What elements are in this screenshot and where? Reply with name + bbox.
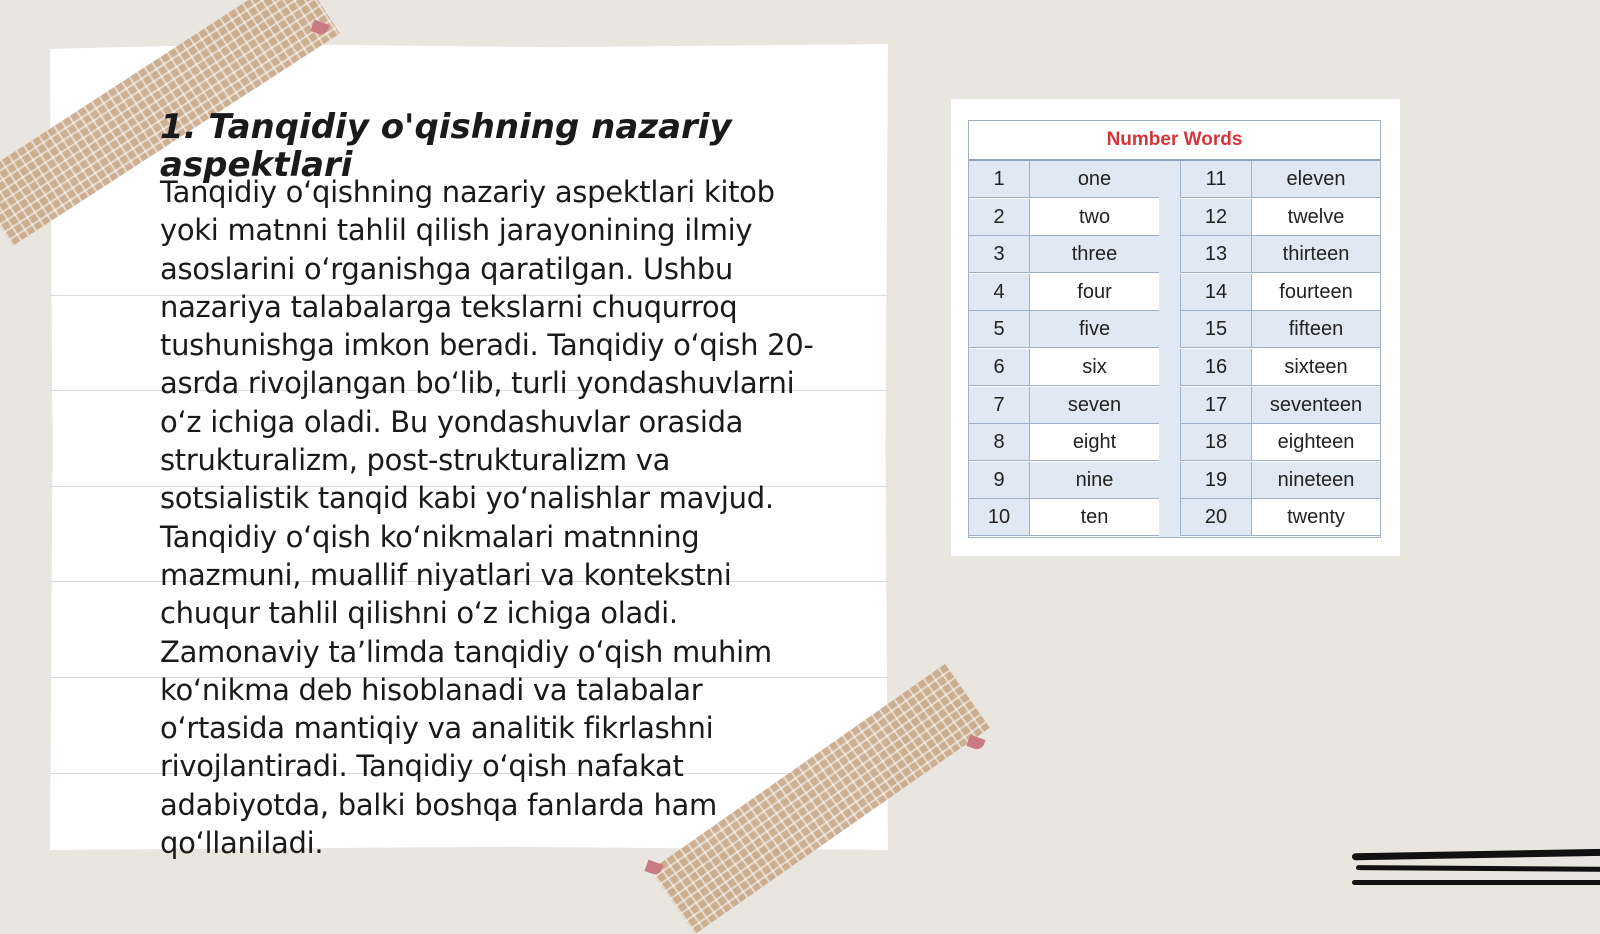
tape-tip: [966, 735, 985, 752]
number-cell: 4: [969, 274, 1030, 311]
number-cell: 7: [969, 387, 1030, 424]
number-cell: 18: [1180, 424, 1252, 461]
table-row: [969, 199, 1380, 237]
number-cell: 20: [1180, 499, 1252, 536]
number-cell: 6: [969, 349, 1030, 386]
number-cell: 13: [1180, 236, 1252, 273]
word-cell: sixteen: [1252, 349, 1380, 386]
word-cell: seventeen: [1252, 387, 1380, 424]
number-cell: 2: [969, 199, 1030, 236]
table-title: Number Words: [969, 121, 1380, 161]
table-row: [969, 236, 1380, 274]
table-body: [969, 161, 1380, 537]
word-cell: nine: [1030, 462, 1159, 499]
word-cell: four: [1030, 274, 1159, 311]
number-cell: 8: [969, 424, 1030, 461]
word-cell: seven: [1030, 387, 1159, 424]
table-row: [969, 311, 1380, 349]
word-cell: eight: [1030, 424, 1159, 461]
number-cell: 14: [1180, 274, 1252, 311]
brush-stroke: [1356, 865, 1600, 872]
number-cell: 1: [969, 161, 1030, 198]
number-cell: 11: [1180, 161, 1252, 198]
slide-text-block: [160, 108, 820, 862]
number-cell: 12: [1180, 199, 1252, 236]
number-cell: 9: [969, 462, 1030, 499]
word-cell: one: [1030, 161, 1159, 198]
word-cell: fourteen: [1252, 274, 1380, 311]
word-cell: twelve: [1252, 199, 1380, 236]
table-row: [969, 349, 1380, 387]
word-cell: eleven: [1252, 161, 1380, 198]
word-cell: ten: [1030, 499, 1159, 536]
brush-stroke: [1352, 880, 1600, 885]
slide-title: 1. Tanqidiy o'qishning nazariy aspektlari: [160, 107, 732, 185]
number-words-table: [968, 120, 1381, 538]
word-cell: twenty: [1252, 499, 1380, 536]
number-cell: 3: [969, 236, 1030, 273]
word-cell: nineteen: [1252, 462, 1380, 499]
word-cell: five: [1030, 311, 1159, 348]
slide-body: Tanqidiy oʻqishning nazariy aspektlari kitob yoki matnni tahlil qilish jarayonining ilmiy asoslarini oʻrganishga qaratilgan. Ushbu nazariya talabalarga tekslarni chuqurroq tushunishga imkon beradi. Tanqidiy oʻqish 20-asrda rivojlangan boʻlib, turli yondashuvlarni oʻz ichiga oladi. Bu yondashuvlar orasida strukturalizm, post-strukturalizm va sotsialistik tanqid kabi yoʻnalishlar mavjud. Tanqidiy oʻqish koʻnikmalari matnning mazmuni, muallif niyatlari va kontekstni chuqur tahlil qilishni oʻz ichiga oladi. Zamonaviy taʼlimda tanqidiy oʻqish muhim koʻnikma deb hisoblanadi va talabalar oʻrtasida mantiqiy va analitik fikrlashni rivojlantiradi. Tanqidiy oʻqish nafakat adabiyotda, balki boshqa fanlarda ham qoʻllaniladi.: [160, 175, 814, 861]
number-cell: 19: [1180, 462, 1252, 499]
word-cell: three: [1030, 236, 1159, 273]
table-row: [969, 462, 1380, 500]
brush-stroke: [1352, 849, 1600, 861]
table-row: [969, 499, 1380, 537]
table-row: [969, 424, 1380, 462]
word-cell: thirteen: [1252, 236, 1380, 273]
word-cell: two: [1030, 199, 1159, 236]
number-words-image: [951, 99, 1400, 556]
word-cell: eighteen: [1252, 424, 1380, 461]
table-row: [969, 274, 1380, 312]
number-cell: 17: [1180, 387, 1252, 424]
word-cell: six: [1030, 349, 1159, 386]
number-cell: 5: [969, 311, 1030, 348]
number-cell: 16: [1180, 349, 1252, 386]
table-row: [969, 161, 1380, 199]
number-cell: 10: [969, 499, 1030, 536]
table-row: [969, 387, 1380, 425]
number-cell: 15: [1180, 311, 1252, 348]
word-cell: fifteen: [1252, 311, 1380, 348]
